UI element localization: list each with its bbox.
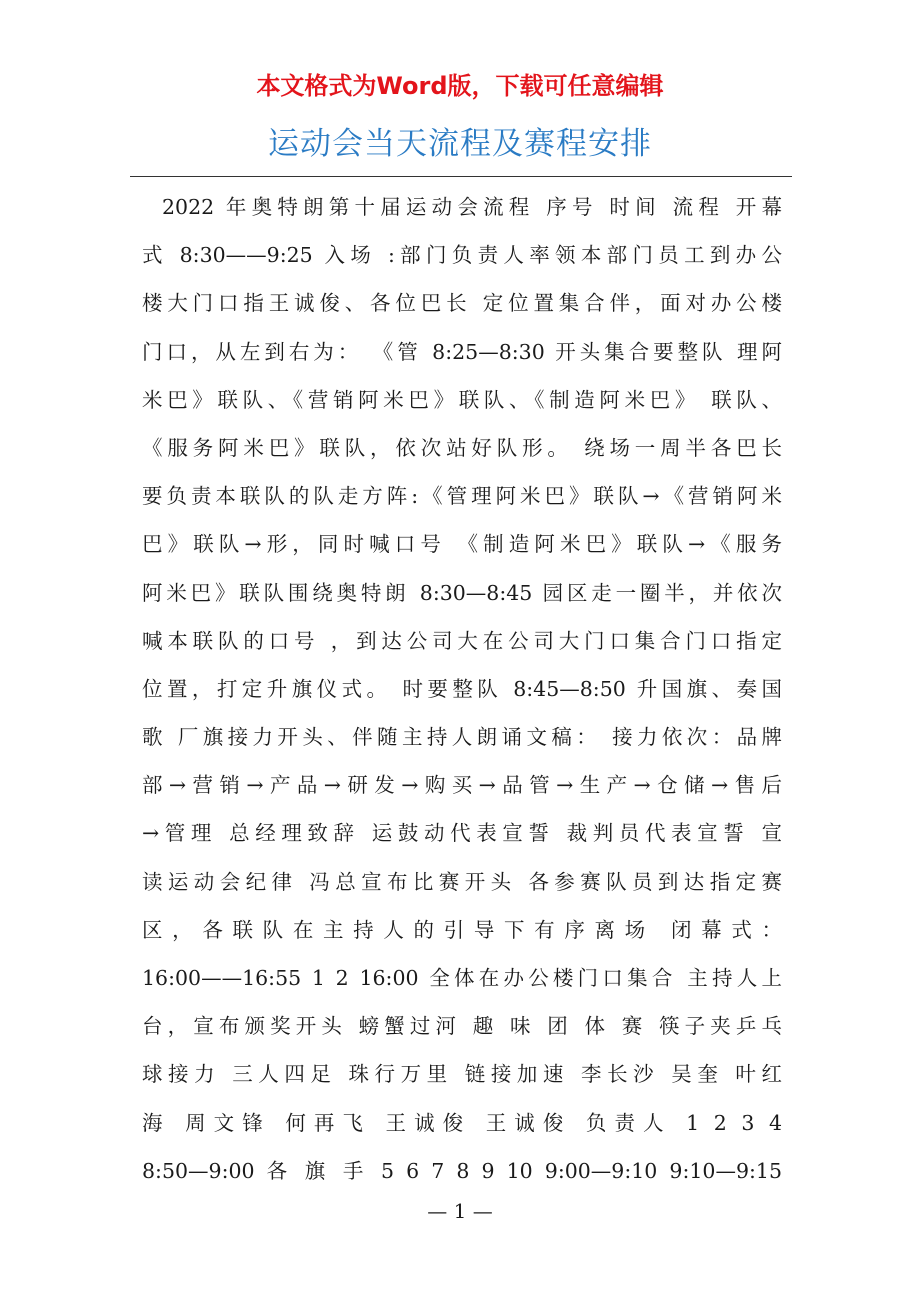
body-line: 喊本联队的口号 ，到达公司大在公司大门口集合门口指定 bbox=[142, 628, 782, 653]
title-divider bbox=[130, 176, 792, 177]
body-line: 阿米巴》联队围绕奥特朗 8:30—8:45 园区走一圈半，并依次 bbox=[142, 580, 782, 605]
document-body bbox=[142, 183, 782, 1195]
body-line: 式 8:30——9:25 入场 :部门负责人率领本部门员工到办公 bbox=[142, 243, 782, 268]
body-line: 《服务阿米巴》联队，依次站好队形。 绕场一周半各巴长 bbox=[142, 435, 782, 460]
word-format-banner: 本文格式为Word版，下载可任意编辑 bbox=[256, 72, 664, 100]
body-line: →管理 总经理致辞 运鼓动代表宣誓 裁判员代表宣誓 宣 bbox=[142, 821, 782, 846]
body-line: 部→营销→产品→研发→购买→品管→生产→仓储→售后 bbox=[142, 773, 782, 798]
body-line: 海 周文锋 何再飞 王诚俊 王诚俊 负责人 1 2 3 4 bbox=[142, 1110, 782, 1135]
body-line: 歌 厂旗接力开头、伴随主持人朗诵文稿： 接力依次：品牌 bbox=[142, 725, 782, 750]
body-line: 台，宣布颁奖开头 螃蟹过河 趣 味 团 体 赛 筷子夹乒乓 bbox=[142, 1014, 782, 1039]
body-line: 16:00——16:55 1 2 16:00 全体在办公楼门口集合 主持人上 bbox=[142, 966, 782, 990]
body-line: 巴》联队→形，同时喊口号 《制造阿米巴》联队→《服务 bbox=[142, 532, 782, 557]
body-line: 门口，从左到右为： 《管 8:25—8:30 开头集合要整队 理阿 bbox=[142, 339, 782, 364]
body-line: 读运动会纪律 冯总宣布比赛开头 各参赛队员到达指定赛 bbox=[142, 869, 782, 894]
body-line: 位置，打定升旗仪式。 时要整队 8:45—8:50 升国旗、奏国 bbox=[142, 676, 782, 701]
body-line: 球接力 三人四足 珠行万里 链接加速 李长沙 吴奎 叶红 bbox=[142, 1062, 782, 1087]
page-number: — 1 — bbox=[427, 1199, 493, 1223]
body-line: 8:50—9:00 各 旗 手 5 6 7 8 9 10 9:00—9:10 9:10—9:15 bbox=[142, 1158, 782, 1183]
body-line: 区，各联队在主持人的引导下有序离场 闭幕式： bbox=[142, 917, 782, 942]
body-line: 要负责本联队的队走方阵:《管理阿米巴》联队→《营销阿米 bbox=[142, 484, 782, 509]
body-line: 楼大门口指王诚俊、各位巴长 定位置集合伴，面对办公楼 bbox=[142, 291, 782, 316]
document-title: 运动会当天流程及赛程安排 bbox=[268, 126, 652, 162]
body-line: 米巴》联队、《营销阿米巴》联队、《制造阿米巴》 联队、 bbox=[142, 387, 782, 412]
body-line: 2022 年奥特朗第十届运动会流程 序号 时间 流程 开幕 bbox=[162, 195, 782, 219]
